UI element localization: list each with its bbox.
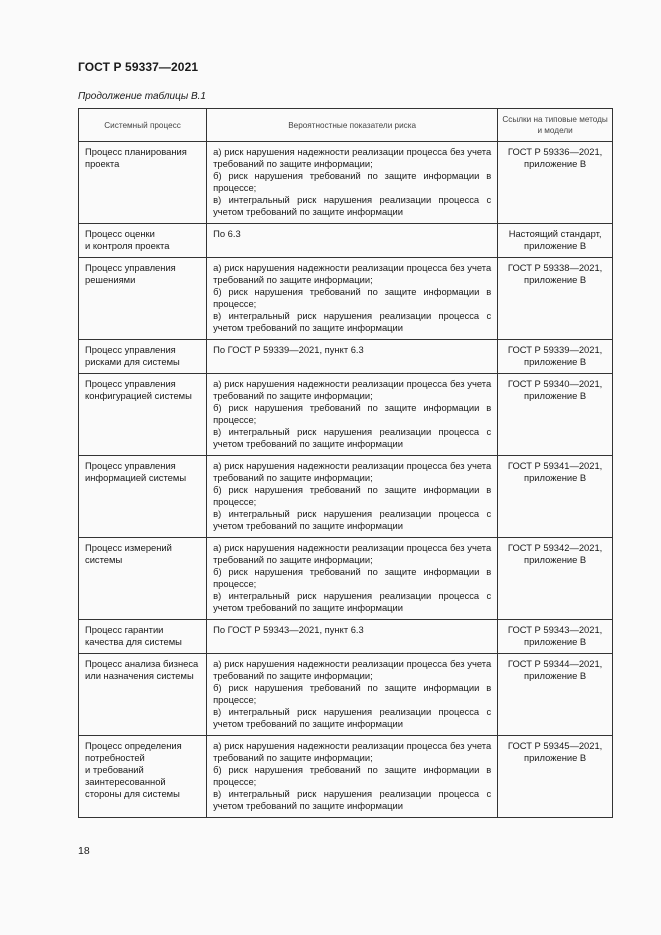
table-header-row — [79, 109, 613, 142]
table-row — [79, 620, 613, 654]
table-caption: Продолжение таблицы В.1 — [78, 91, 206, 102]
process-cell: Процесс управления конфигурацией системы — [79, 374, 207, 456]
reference-cell: ГОСТ Р 59345—2021, приложение В — [498, 736, 613, 818]
risk-cell: а) риск нарушения надежности реализации процесса без учета требований по защите информации; б) риск нарушения требований по защите информации в процессе; в) интегральный риск нарушения реализации процесса с учетом требований по защите информации — [207, 142, 498, 224]
risk-cell: По 6.3 — [207, 224, 498, 258]
reference-cell: ГОСТ Р 59338—2021, приложение В — [498, 258, 613, 340]
process-cell: Процесс оценки и контроля проекта — [79, 224, 207, 258]
table-row — [79, 340, 613, 374]
process-cell: Процесс управления рисками для системы — [79, 340, 207, 374]
document-header: ГОСТ Р 59337—2021 — [78, 60, 199, 74]
table-row — [79, 654, 613, 736]
reference-cell: ГОСТ Р 59340—2021, приложение В — [498, 374, 613, 456]
risk-cell: а) риск нарушения надежности реализации процесса без учета требований по защите информации; б) риск нарушения требований по защите информации в процессе; в) интегральный риск нарушения реализации процесса с учетом требований по защите информации — [207, 258, 498, 340]
risk-cell: По ГОСТ Р 59339—2021, пункт 6.3 — [207, 340, 498, 374]
reference-cell: ГОСТ Р 59342—2021, приложение В — [498, 538, 613, 620]
table-row — [79, 736, 613, 818]
risk-cell: а) риск нарушения надежности реализации процесса без учета требований по защите информации; б) риск нарушения требований по защите информации в процессе; в) интегральный риск нарушения реализации процесса с учетом требований по защите информации — [207, 736, 498, 818]
column-header-references: Ссылки на типовые методы и модели — [498, 109, 613, 142]
risk-cell: По ГОСТ Р 59343—2021, пункт 6.3 — [207, 620, 498, 654]
process-cell: Процесс управления решениями — [79, 258, 207, 340]
table-row — [79, 258, 613, 340]
reference-cell: ГОСТ Р 59344—2021, приложение В — [498, 654, 613, 736]
reference-cell: Настоящий стандарт, приложение В — [498, 224, 613, 258]
table-row — [79, 224, 613, 258]
risk-cell: а) риск нарушения надежности реализации процесса без учета требований по защите информации; б) риск нарушения требований по защите информации в процессе; в) интегральный риск нарушения реализации процесса с учетом требований по защите информации — [207, 374, 498, 456]
table-row — [79, 374, 613, 456]
process-cell: Процесс планирования проекта — [79, 142, 207, 224]
risk-cell: а) риск нарушения надежности реализации процесса без учета требований по защите информации; б) риск нарушения требований по защите информации в процессе; в) интегральный риск нарушения реализации процесса с учетом требований по защите информации — [207, 654, 498, 736]
table-row — [79, 142, 613, 224]
process-cell: Процесс анализа бизнеса или назначения системы — [79, 654, 207, 736]
reference-cell: ГОСТ Р 59343—2021, приложение В — [498, 620, 613, 654]
process-cell: Процесс измерений системы — [79, 538, 207, 620]
column-header-risk: Вероятностные показатели риска — [207, 109, 498, 142]
risk-cell: а) риск нарушения надежности реализации процесса без учета требований по защите информации; б) риск нарушения требований по защите информации в процессе; в) интегральный риск нарушения реализации процесса с учетом требований по защите информации — [207, 538, 498, 620]
table-row — [79, 456, 613, 538]
process-cell: Процесс гарантии качества для системы — [79, 620, 207, 654]
reference-cell: ГОСТ Р 59341—2021, приложение В — [498, 456, 613, 538]
risk-cell: а) риск нарушения надежности реализации процесса без учета требований по защите информации; б) риск нарушения требований по защите информации в процессе; в) интегральный риск нарушения реализации процесса с учетом требований по защите информации — [207, 456, 498, 538]
table-row — [79, 538, 613, 620]
page-number: 18 — [78, 845, 90, 857]
reference-cell: ГОСТ Р 59339—2021, приложение В — [498, 340, 613, 374]
process-cell: Процесс определения потребностей и требований заинтересованной стороны для системы — [79, 736, 207, 818]
process-cell: Процесс управления информацией системы — [79, 456, 207, 538]
reference-cell: ГОСТ Р 59336—2021, приложение В — [498, 142, 613, 224]
column-header-process: Системный процесс — [79, 109, 207, 142]
risk-table — [78, 108, 613, 818]
